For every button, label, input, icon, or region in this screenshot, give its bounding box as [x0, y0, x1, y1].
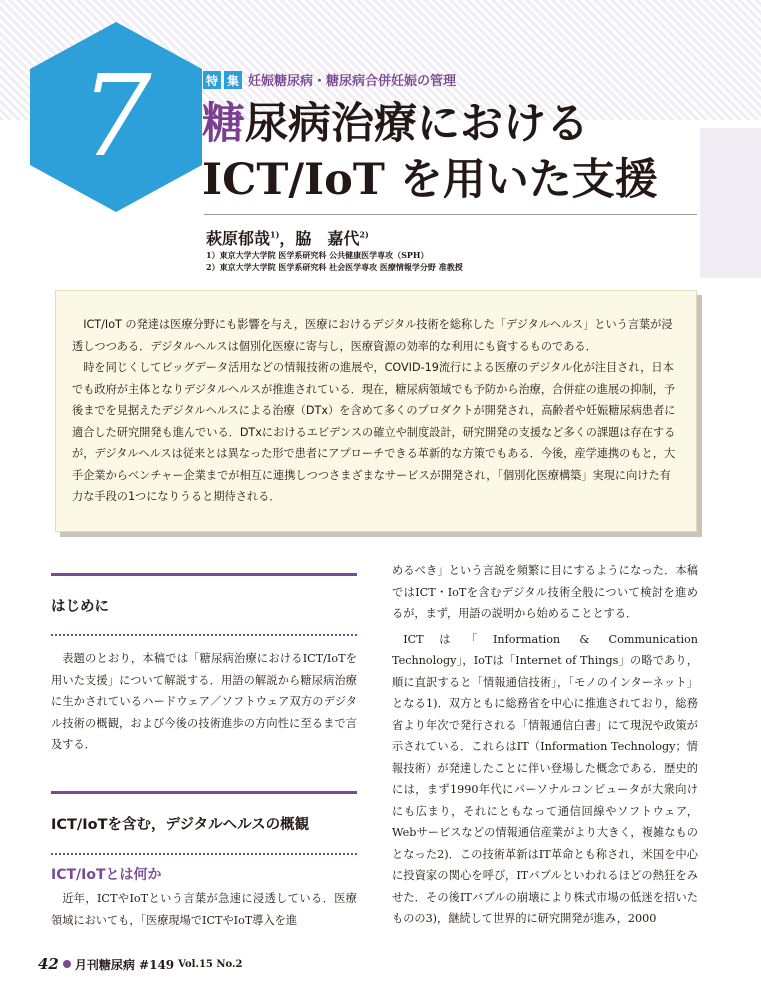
affiliation-2: 2）東京大学大学院 医学系研究科 社会医学専攻 医療情報学分野 准教授	[206, 262, 463, 272]
heading-what-is-ict: ICT/IoTとは何か	[51, 867, 162, 883]
what-paragraph: 近年，ICTやIoTという言葉が急速に浸透している．医療領域においても，「医療現場でICTやIoT導入を進	[51, 892, 357, 927]
title-line1: 尿病治療における	[245, 99, 589, 149]
author-2-mark: 2)	[359, 229, 369, 240]
right-paragraph-2: ICTは「Information & Communication Technology」，IoTは「Internet of Things」の略であり，順に直訳すると「情報通信技術」，「モノのインターネット」となる1)．双方ともに総務省を中心に推進されており，総務省より年次で発行される「情報通信白書」にて現況や政策が示されている．これらはIT（Information Technology；情報技術）が発達したことに伴い登場した概念である．歴史的には，まず1990年代にパーソナルコンピュータが大衆向けにも広まり，それにともなって通信回線やソフトウェア，Webサービスなどの情報通信産業がより大きく，複雑なものとなった2)．この技術革新はIT革命とも称され，米国を中心に投資家の関心を呼び，ITバブルといわれるほどの熱狂をみせた．その後ITバブルの崩壊により株式市場の低迷を招いたものの3)，継続して世界的に研究開発が進み，2000	[392, 632, 698, 925]
section-rule-overview	[51, 791, 357, 794]
abstract-paragraph-2: 時を同じくしてビッグデータ活用などの情報技術の進展や，COVID-19流行による医療のデジタル化が注目され，日本でも政府が主体となりデジタルヘルスが推進されている．現在，糖尿病領域でも予防から治療，合併症の進展の抑制，予後までを見据えたデジタルヘルスによる治療（DTx）を含めて多くのプロダクトが開発され，高齢者や妊娠糖尿病患者に適合した研究開発も進んでいる．DTxにおけるエビデンスの確立や制度設計，研究開発の支援など多くの課題は存在するが，デジタルヘルスは従来とは異なった形で患者にアプローチできる革新的な方策でもある．今後，産学連携のもと，大手企業からベンチャー企業までが相互に連携しつつさまざまなサービスが開発され，「個別化医療構築」実現に向けた有力な手段の1つになりうると期待される．	[72, 361, 676, 503]
dotted-divider-overview	[51, 853, 357, 855]
dotted-divider-intro	[51, 634, 357, 636]
author-1: 萩原郁哉	[206, 229, 271, 248]
right-column-body	[392, 560, 698, 930]
title-line2: ICT/IoT を用いた支援	[202, 155, 658, 205]
feature-topic: 妊娠糖尿病・糖尿病合併妊娠の管理	[248, 74, 457, 89]
article-title	[202, 96, 722, 208]
page-number: 42	[38, 955, 59, 973]
author-line	[206, 226, 369, 249]
what-body	[51, 888, 357, 931]
author-separator: ，	[279, 229, 296, 248]
intro-paragraph: 表題のとおり，本稿では「糖尿病治療におけるICT/IoTを用いた支援」について解説する．用語の解説から糖尿病治療に生かされているハードウェア／ソフトウェア双方のデジタル技術の概観，および今後の技術進歩の方向性に至るまで言及する．	[51, 652, 357, 751]
affiliation-1: 1）東京大学大学院 医学系研究科 公共健康医学専攻（SPH）	[206, 250, 429, 260]
journal-name: 月刊糖尿病 #149	[74, 957, 175, 972]
feature-badge-2: 集	[224, 71, 242, 89]
author-2: 脇 嘉代	[295, 229, 360, 248]
journal-volume: Vol.15 No.2	[178, 958, 243, 970]
right-paragraph-1: めるべき」という言説を頻繁に目にするようになった．本稿ではICT・IoTを含むデジタル技術全般について検討を進めるが，まず，用語の説明から始めることとする．	[392, 564, 698, 620]
page-footer	[38, 955, 242, 973]
feature-badge-1: 特	[203, 71, 221, 89]
intro-body	[51, 648, 357, 756]
chapter-number: 7	[80, 52, 152, 182]
title-divider	[204, 214, 697, 215]
heading-overview: ICT/IoTを含む，デジタルヘルスの概観	[51, 817, 310, 833]
author-1-mark: 1)	[270, 229, 280, 240]
heading-introduction: はじめに	[51, 599, 109, 615]
section-rule-intro	[51, 573, 357, 576]
abstract-text	[72, 314, 682, 508]
title-accent-char: 糖	[202, 99, 245, 149]
footer-dot-icon	[63, 960, 71, 968]
abstract-paragraph-1: ICT/IoT の発達は医療分野にも影響を与え，医療におけるデジタル技術を総称した「デジタルヘルス」という言葉が浸透しつつある．デジタルヘルスは個別化医療に寄与し，医療資源の効率的な利用にも資するものである．	[72, 318, 673, 353]
